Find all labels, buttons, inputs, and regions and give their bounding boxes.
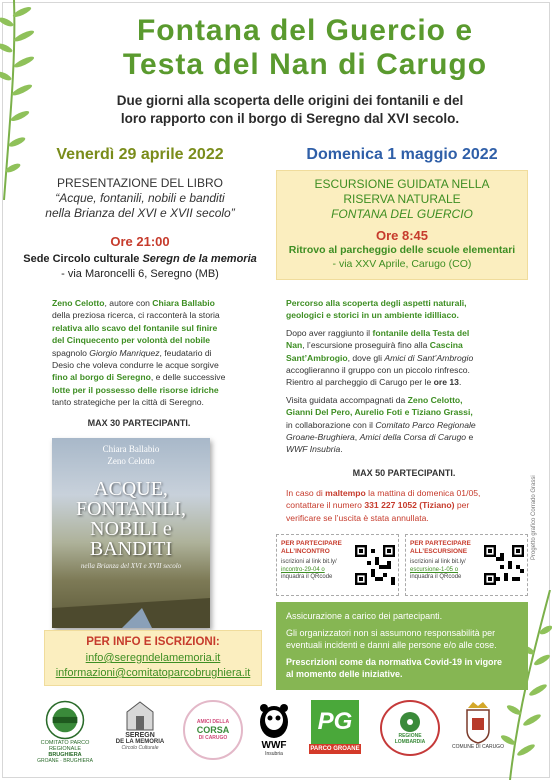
desc-text: spagnolo	[52, 347, 90, 358]
qr-code-icon[interactable]	[484, 545, 524, 585]
logo-l6-2: LOMBARDIA	[394, 739, 426, 745]
day1-venue-prefix: Sede Circolo culturale	[23, 253, 143, 265]
logo-l1-top: COMITATO PARCO REGIONALE	[40, 740, 90, 752]
fern-top-left-icon	[0, 0, 40, 200]
qr2-link[interactable]: escursione-1-05 o	[410, 566, 459, 573]
qr2-title-2: ALL’ESCURSIONE	[410, 548, 468, 555]
seregn-memoria-logo-icon	[123, 700, 157, 732]
qr1-title-2: ALL’INCONTRO	[281, 548, 330, 555]
rosa-camuna-icon	[397, 711, 423, 733]
logo-amici-corsa[interactable]	[178, 700, 248, 764]
book-cover-image	[52, 438, 210, 628]
book-title-3: NOBILI e	[90, 518, 172, 540]
desc-text: in collaborazione con il	[286, 419, 376, 430]
weather-text: contattare il numero	[286, 500, 365, 511]
logo-l4-2: Insubria	[265, 751, 283, 757]
desc-name: WWF Insubria	[286, 444, 341, 455]
day2-event-1: ESCURSIONE GUIDATA NELLA	[314, 177, 490, 191]
qr2-title-1: PER PARTECIPARE	[410, 540, 471, 547]
book-subtitle: nella Brianza del XVI e XVII secolo	[80, 562, 182, 570]
parco-brughiera-logo-icon	[39, 700, 91, 740]
logo-parco-groane[interactable]	[306, 700, 364, 764]
qr1-title-1: PER PARTECIPARE	[281, 540, 342, 547]
logo-seregn-memoria[interactable]	[104, 700, 176, 764]
day1-venue-name: Seregn de la memoria	[142, 253, 257, 265]
book-title-1: ACQUE,	[94, 478, 168, 500]
day1-description	[52, 297, 226, 409]
desc-line-highlight: lotte per il possesso delle risorse idriche	[52, 384, 219, 395]
qr1-line-3: inquadra il QRcode	[281, 574, 333, 580]
weather-bold: maltempo	[325, 488, 366, 498]
weather-text: per	[454, 500, 470, 511]
logo-l2-2: DE LA MEMORIA	[115, 739, 165, 745]
notes-text	[286, 610, 522, 680]
desc-text: , dove gli	[347, 352, 385, 363]
day1-venue	[14, 252, 266, 266]
qr1-title	[281, 540, 342, 556]
desc-line-highlight: del Cinquecento per volontà del nobile	[52, 335, 211, 346]
weather-line: verificare se l’uscita è stata annullata.	[286, 512, 429, 523]
day2-event-3: FONTANA DEL GUERCIO	[331, 207, 473, 221]
day1-max: MAX 30 PARTECIPANTI.	[87, 418, 191, 428]
desc-line: della preziosa ricerca, ci racconterà la storia	[52, 310, 220, 321]
desc-line-highlight: relativa allo scavo del fontanile sul finire	[52, 322, 218, 333]
book-title-4: BANDITI	[89, 538, 173, 560]
logo-l4-1: WWF	[261, 740, 287, 751]
day2-address: - via XXV Aprile, Carugo (CO)	[332, 258, 472, 270]
panda-icon	[256, 700, 292, 740]
desc-highlight: Zeno Celotto,	[407, 394, 463, 405]
amici-corsa-logo-icon	[183, 700, 243, 760]
day1-book-title-2: nella Brianza del XVI e XVII secolo”	[45, 206, 235, 220]
info-title: PER INFO E ISCRIZIONI:	[86, 636, 220, 648]
day2-time: Ore 8:45	[375, 228, 429, 243]
book-landscape-icon	[52, 578, 210, 628]
desc-text: Visita guidata accompagnati da	[286, 394, 408, 405]
logo-l6-1: REGIONE	[398, 733, 422, 739]
title-line-2: Testa del Nan di Carugo	[122, 48, 488, 81]
book-author-1: Chiara Ballabio	[102, 444, 160, 454]
desc-text: Rientro al parcheggio di Carugo per le	[286, 377, 434, 388]
qr1-link[interactable]: incontro-29-04 o	[281, 566, 325, 573]
desc-line: accoglieranno il gruppo con un piccolo rinfresco.	[286, 365, 470, 376]
title-line-1: Fontana del Guercio e	[136, 14, 474, 47]
desc-highlight: fino al borgo di Seregno	[52, 372, 151, 383]
note-2a: Gli organizzatori non si assumono responsabilità per	[286, 628, 496, 638]
notes-box	[276, 602, 528, 690]
weather-text: In caso di	[286, 488, 326, 498]
day2-event-box	[276, 170, 528, 280]
subtitle	[70, 92, 510, 128]
qr2-line-3: inquadra il QRcode	[410, 574, 462, 580]
desc-highlight: fontanile della Testa del	[372, 327, 470, 338]
desc-name: Amici di Sant’Ambrogio	[384, 352, 474, 363]
day2-description	[286, 297, 522, 456]
logo-l3-2: CORSA	[196, 725, 230, 735]
logo-l2-3: Circolo Culturale	[121, 745, 159, 751]
desc-highlight: Cascina	[429, 340, 463, 351]
info-email-2[interactable]: informazioni@comitatoparcobrughiera.it	[55, 667, 251, 679]
desc-highlight: Nan	[286, 340, 303, 351]
day1-book-title-1: “Acque, fontanili, nobili e banditi	[55, 191, 225, 205]
weather-phone: 331 227 1052 (Tiziano)	[364, 500, 455, 511]
note-1: Assicurazione a carico dei partecipanti.	[286, 611, 443, 621]
parco-groane-logo-icon: PG	[311, 700, 359, 744]
subtitle-line-1: Due giorni alla scoperta delle origini dei fontanili e del	[116, 93, 464, 108]
logo-l2-1: SEREGN	[125, 732, 155, 739]
graphic-credit: Progetto grafico Corrado Grassi	[531, 475, 537, 560]
desc-text: , l’escursione proseguirà fino alla	[302, 340, 430, 351]
desc-text: , e delle successive	[150, 372, 226, 383]
day2-max: MAX 50 PARTECIPANTI.	[352, 468, 456, 478]
day1-date: Venerdì 29 aprile 2022	[56, 146, 224, 163]
info-box	[44, 630, 262, 686]
qr2-line-1: iscrizioni al link bit.ly/	[410, 559, 466, 565]
desc-line-highlight: geologici e storici in un ambiente idilliaco.	[286, 310, 459, 321]
logo-l3-3: DI CARUGO	[198, 735, 228, 741]
qr-box-incontro[interactable]	[276, 534, 399, 596]
qr1-line-1: iscrizioni al link bit.ly/	[281, 559, 337, 565]
day1-address: - via Maroncelli 6, Seregno (MB)	[61, 268, 219, 280]
desc-highlight: Sant’Ambrogio	[286, 352, 348, 363]
qr2-text	[410, 559, 466, 582]
desc-name: Comitato Parco Regionale	[375, 419, 476, 430]
subtitle-line-2: loro rapporto con il borgo di Seregno dal XVI secolo.	[120, 111, 460, 126]
qr2-title	[410, 540, 471, 556]
logo-l5-2: PARCO GROANE	[310, 746, 360, 752]
desc-text: .	[458, 377, 462, 388]
day1-time: Ore 21:00	[110, 234, 170, 249]
logo-l3-1: AMICI DELLA	[196, 719, 230, 725]
logo-regione-lombardia[interactable]	[372, 700, 448, 764]
desc-text: ,	[354, 432, 360, 443]
logo-wwf[interactable]	[252, 700, 296, 764]
desc-name: Giorgio Manriquez	[89, 347, 160, 358]
desc-line-highlight: Percorso alla scoperta degli aspetti naturali,	[286, 298, 467, 308]
day1-event: PRESENTAZIONE DEL LIBRO	[56, 176, 224, 190]
logo-comune-carugo[interactable]	[448, 700, 508, 764]
day1-event-block	[20, 176, 260, 221]
desc-line: Desio che voleva condurre le acque sorgive	[52, 360, 219, 371]
note-2b: eventuali incidenti e danni alle persone e/o alle cose.	[286, 640, 497, 650]
coat-of-arms-icon	[463, 700, 493, 744]
regione-lombardia-logo-icon	[380, 700, 440, 756]
qr-box-escursione[interactable]	[405, 534, 528, 596]
day2-date: Domenica 1 maggio 2022	[306, 146, 498, 163]
logo-l1-mid: BRUGHIERA	[48, 752, 82, 758]
desc-text: e	[466, 432, 474, 443]
desc-text: .	[340, 444, 343, 455]
author-name-1: Zeno Celotto	[52, 298, 105, 308]
desc-bold: ore 13	[433, 377, 459, 388]
desc-text: , autore con	[104, 298, 153, 308]
desc-line-highlight: Gianni Del Pero, Aurelio Foti e Tiziano Grassi,	[286, 407, 473, 418]
logo-l7-1: COMUNE DI CARUGO	[452, 744, 504, 750]
note-3a: Prescrizioni come da normativa Covid-19 in vigore	[286, 657, 503, 667]
desc-name: Groane-Brughiera	[286, 432, 355, 443]
book-title-2: FONTANILI,	[75, 498, 187, 520]
day2-event-2: RISERVA NATURALE	[343, 192, 461, 206]
desc-text: Dopo aver raggiunto il	[286, 327, 373, 338]
author-name-2: Chiara Ballabio	[152, 298, 215, 308]
qr1-text	[281, 559, 337, 582]
desc-name: Amici della Corsa di Carugo	[359, 432, 467, 443]
weather-text: la mattina di domenica 01/05,	[365, 488, 481, 498]
info-email-1[interactable]: info@seregndelamemoria.it	[85, 652, 221, 664]
desc-text: , feudatario di	[159, 347, 212, 358]
qr-code-icon[interactable]	[355, 545, 395, 585]
note-3b: al momento delle iniziative.	[286, 669, 403, 679]
book-author-2: Zeno Celotto	[107, 456, 155, 466]
logo-parco-brughiera[interactable]	[30, 700, 100, 764]
day2-meet: Ritrovo al parcheggio delle scuole elementari	[288, 244, 516, 256]
logo-l1-bot: GROANE · BRUGHIERA	[37, 758, 93, 764]
desc-line: tanto strategiche per la città di Seregno.	[52, 397, 204, 408]
day2-weather-note	[286, 487, 522, 524]
